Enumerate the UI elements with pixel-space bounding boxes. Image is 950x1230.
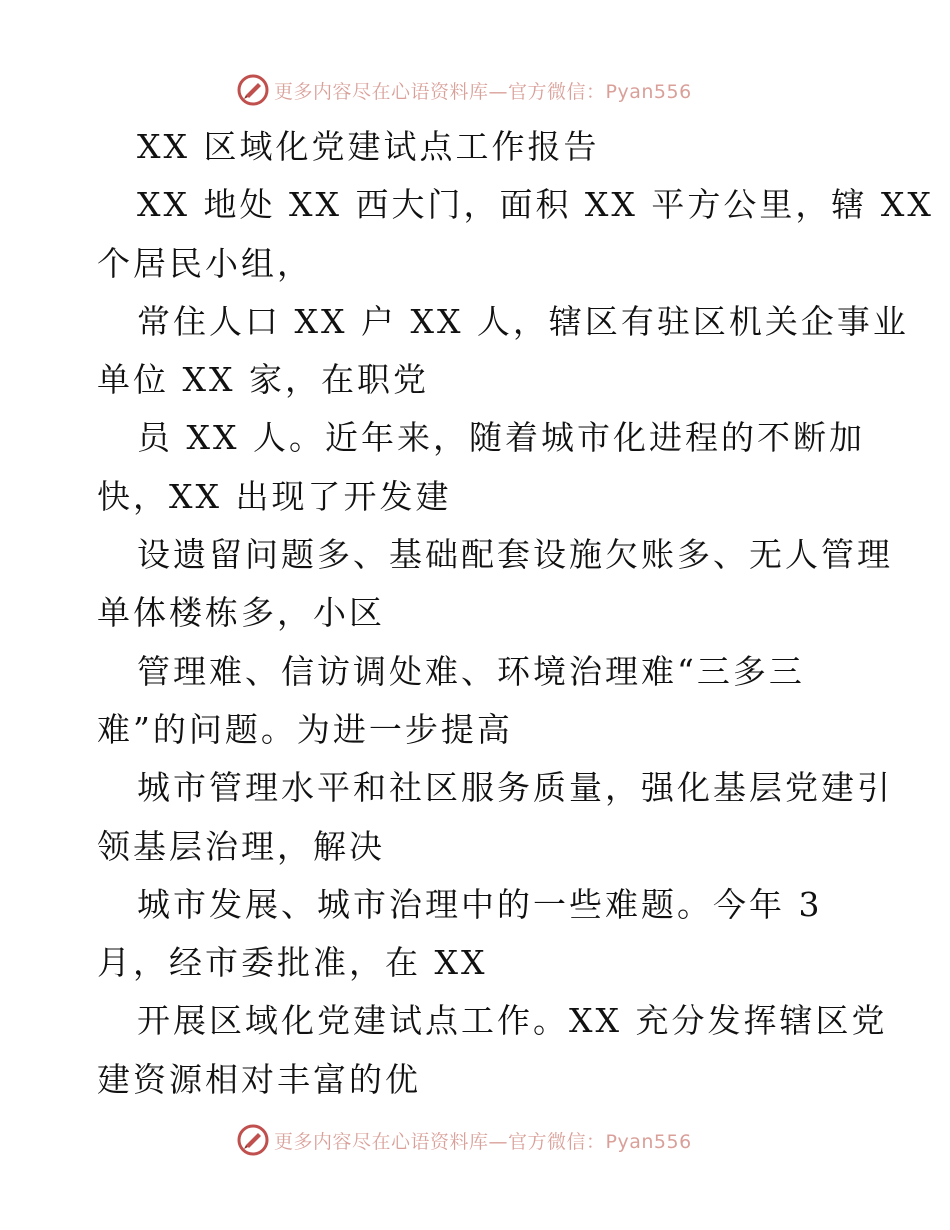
text-line: 个居民小组， bbox=[97, 243, 313, 283]
text-line: 设遗留问题多、基础配套设施欠账多、无人管理 bbox=[137, 535, 893, 575]
document-body bbox=[97, 118, 934, 1109]
text-line: 管理难、信访调处难、环境治理难“三多三 bbox=[137, 651, 805, 691]
watermark-text: 更多内容尽在心语资料库—官方微信：Pyan556 bbox=[274, 80, 692, 103]
text-line: 快，XX 出现了开发建 bbox=[97, 476, 452, 516]
watermark-logo-icon bbox=[236, 1123, 270, 1157]
text-line: 难”的问题。为进一步提高 bbox=[97, 709, 513, 749]
watermark-text: 更多内容尽在心语资料库—官方微信：Pyan556 bbox=[274, 1130, 692, 1153]
text-line: 单位 XX 家，在职党 bbox=[97, 360, 429, 400]
text-line: 常住人口 XX 户 XX 人，辖区有驻区机关企事业 bbox=[137, 301, 909, 341]
text-line: 建资源相对丰富的优 bbox=[97, 1059, 421, 1099]
text-line: 月，经市委批准，在 XX bbox=[97, 943, 488, 983]
text-line: 城市发展、城市治理中的一些难题。今年 3 bbox=[137, 884, 823, 924]
text-line: XX 区域化党建试点工作报告 bbox=[137, 127, 600, 166]
watermark-logo-icon bbox=[236, 73, 270, 107]
text-line: 城市管理水平和社区服务质量，强化基层党建引 bbox=[137, 768, 893, 808]
header-watermark bbox=[236, 72, 692, 108]
text-line: 员 XX 人。近年来，随着城市化进程的不断加 bbox=[137, 418, 865, 458]
text-line: 领基层治理，解决 bbox=[97, 826, 385, 866]
text-line: 单体楼栋多，小区 bbox=[97, 593, 385, 633]
text-line: 开展区域化党建试点工作。XX 充分发挥辖区党 bbox=[137, 1001, 888, 1041]
text-line: XX 地处 XX 西大门，面积 XX 平方公里，辖 XX bbox=[137, 185, 934, 225]
footer-watermark bbox=[236, 1122, 692, 1158]
